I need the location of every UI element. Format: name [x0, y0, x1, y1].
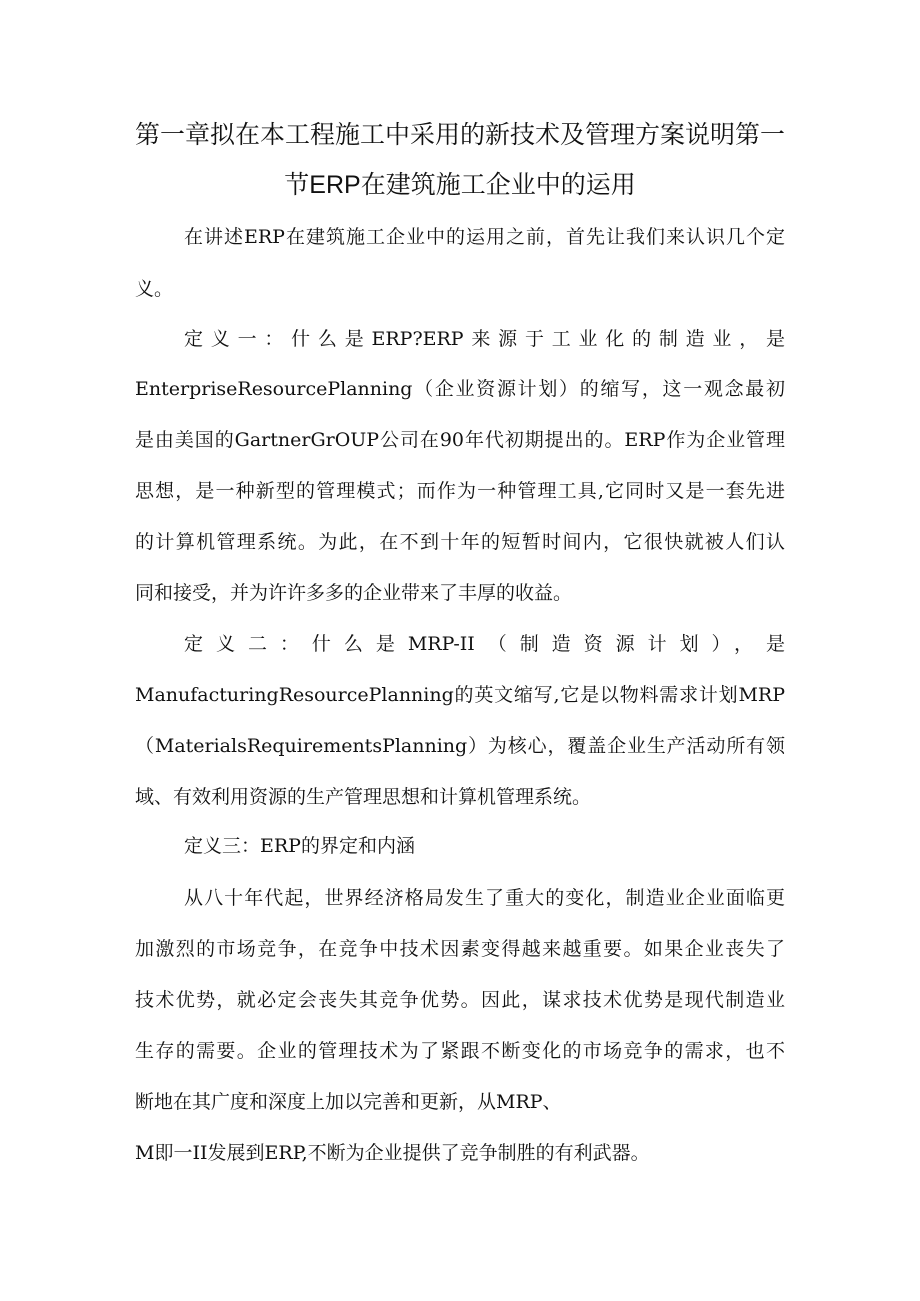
- body-line-3: 技术优势，就必定会丧失其竞争优势。因此，谋求技术优势是现代制造业: [135, 989, 785, 1011]
- def2-line-1: 定义二：什么是MRP-II（制造资源计划），是: [184, 633, 785, 655]
- def1-line-1: 定义一：什么是ERP?ERP来源于工业化的制造业，是: [184, 328, 785, 350]
- def1-line-5: 的计算机管理系统。为此，在不到十年的短暂时间内，它很快就被人们认: [135, 531, 785, 553]
- body-line-2: 加激烈的市场竞争，在竞争中技术因素变得越来越重要。如果企业丧失了: [135, 938, 785, 960]
- def2-line-4: 域、有效利用资源的生产管理思想和计算机管理系统。: [135, 786, 592, 808]
- def3-heading: 定义三：ERP的界定和内涵: [184, 835, 415, 857]
- def2-line-3: （MaterialsRequirementsPlanning）为核心，覆盖企业生产活动所有领: [135, 735, 785, 757]
- def1-line-3: 是由美国的GartnerGrOUP公司在90年代初期提出的。ERP作为企业管理: [135, 429, 785, 451]
- chapter-title: [130, 110, 790, 210]
- title-line-2-prefix: 节: [284, 170, 310, 199]
- title-line-2-latin: ERP: [309, 171, 361, 199]
- intro-line-2: 义。: [135, 278, 174, 300]
- intro-line-1: 在讲述ERP在建筑施工企业中的运用之前，首先让我们来认识几个定: [184, 226, 785, 248]
- title-line-1: 第一章拟在本工程施工中采用的新技术及管理方案说明第一: [134, 120, 785, 149]
- def1-line-2: EnterpriseResourcePlanning（企业资源计划）的缩写，这一观念最初: [135, 378, 785, 400]
- title-line-2: [284, 170, 635, 199]
- title-line-2-suffix: 在建筑施工企业中的运用: [360, 170, 636, 199]
- body-line-5: 断地在其广度和深度上加以完善和更新，从MRP、: [135, 1091, 562, 1113]
- body-line-6: M即一II发展到ERP,不断为企业提供了竞争制胜的有利武器。: [135, 1142, 650, 1164]
- body-line-1: 从八十年代起，世界经济格局发生了重大的变化，制造业企业面临更: [184, 887, 785, 909]
- def2-line-2: ManufacturingResourcePlanning的英文缩写,它是以物料需求计划MRP: [135, 684, 785, 706]
- def1-line-6: 同和接受，并为许许多多的企业带来了丰厚的收益。: [135, 582, 573, 604]
- def1-line-4: 思想，是一种新型的管理模式；而作为一种管理工具,它同时又是一套先进: [135, 480, 785, 502]
- body-line-4: 生存的需要。企业的管理技术为了紧跟不断变化的市场竞争的需求，也不: [135, 1040, 785, 1062]
